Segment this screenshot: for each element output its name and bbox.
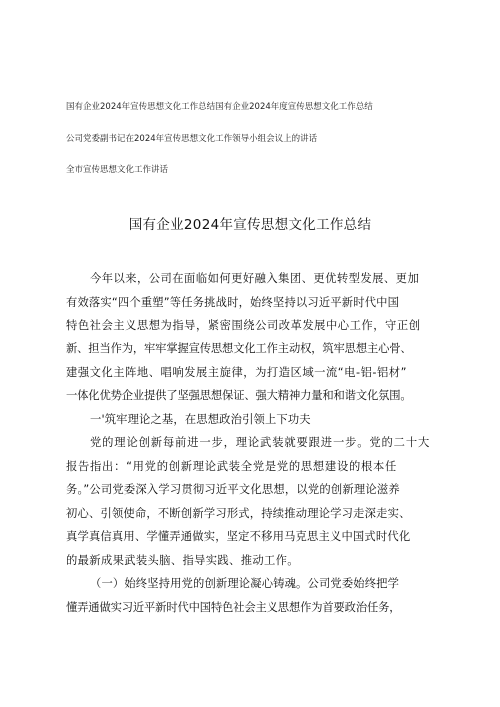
body-line: 一体化优势企业提供了坚强思想保证、强大精神力量和和谐文化氛围。 (66, 389, 412, 402)
body-line: 的最新成果武装头脑、指导实践、推动工作。 (66, 554, 299, 567)
subsection-line: （一）始终坚持用党的创新理论凝心铸魂。公司党委始终把学 (90, 577, 400, 590)
section-heading: 一'筑牢理论之基，在思想政治引领上下功夫 (90, 413, 311, 426)
body-line: 党的理论创新每前进一步，理论武装就要跟进一步。党的二十大 (90, 436, 431, 449)
body-line: 初心、引领使命，不断创新学习形式，持续推动理论学习走深走实、 (66, 507, 411, 520)
document-title: 国有企业2024年宣传思想文化工作总结 (128, 217, 372, 233)
related-doc-link-3[interactable]: 全市宣传思想文化工作讲话 (66, 165, 169, 175)
related-doc-link-1[interactable]: 国有企业2024年宣传思想文化工作总结国有企业2024年度宣传思想文化工作总结 (66, 102, 373, 112)
body-line: 今年以来，公司在面临如何更好融入集团、更优转型发展、更加 (90, 272, 420, 285)
body-line: 务。”公司党委深入学习贯彻习近平文化思想，以党的创新理论滋养 (66, 483, 400, 496)
body-line: 有效落实“四个重塑”等任务挑战时，始终坚持以习近平新时代中国 (66, 296, 400, 309)
body-line: 新、担当作为，牢牢掌握宣传思想文化工作主动权，筑牢思想主心骨、 (66, 342, 412, 355)
body-line: 建强文化主阵地、唱响发展主旋律，为打造区域一流“电-铝-铝材” (66, 366, 407, 379)
related-doc-link-2[interactable]: 公司党委副书记在2024年宣传思想文化工作领导小组会议上的讲话 (66, 134, 318, 144)
body-line: 报告指出：“用党的创新理论武装全党是党的思想建设的根本任 (66, 460, 398, 473)
body-line: 特色社会主义思想为指导，紧密围绕公司改革发展中心工作，守正创 (66, 319, 421, 332)
body-line: 懂弄通做实习近平新时代中国特色社会主义思想作为首要政治任务， (66, 601, 401, 614)
body-line: 真学真信真用、学懂弄通做实，坚定不移用马克思主义中国式时代化 (66, 530, 411, 543)
